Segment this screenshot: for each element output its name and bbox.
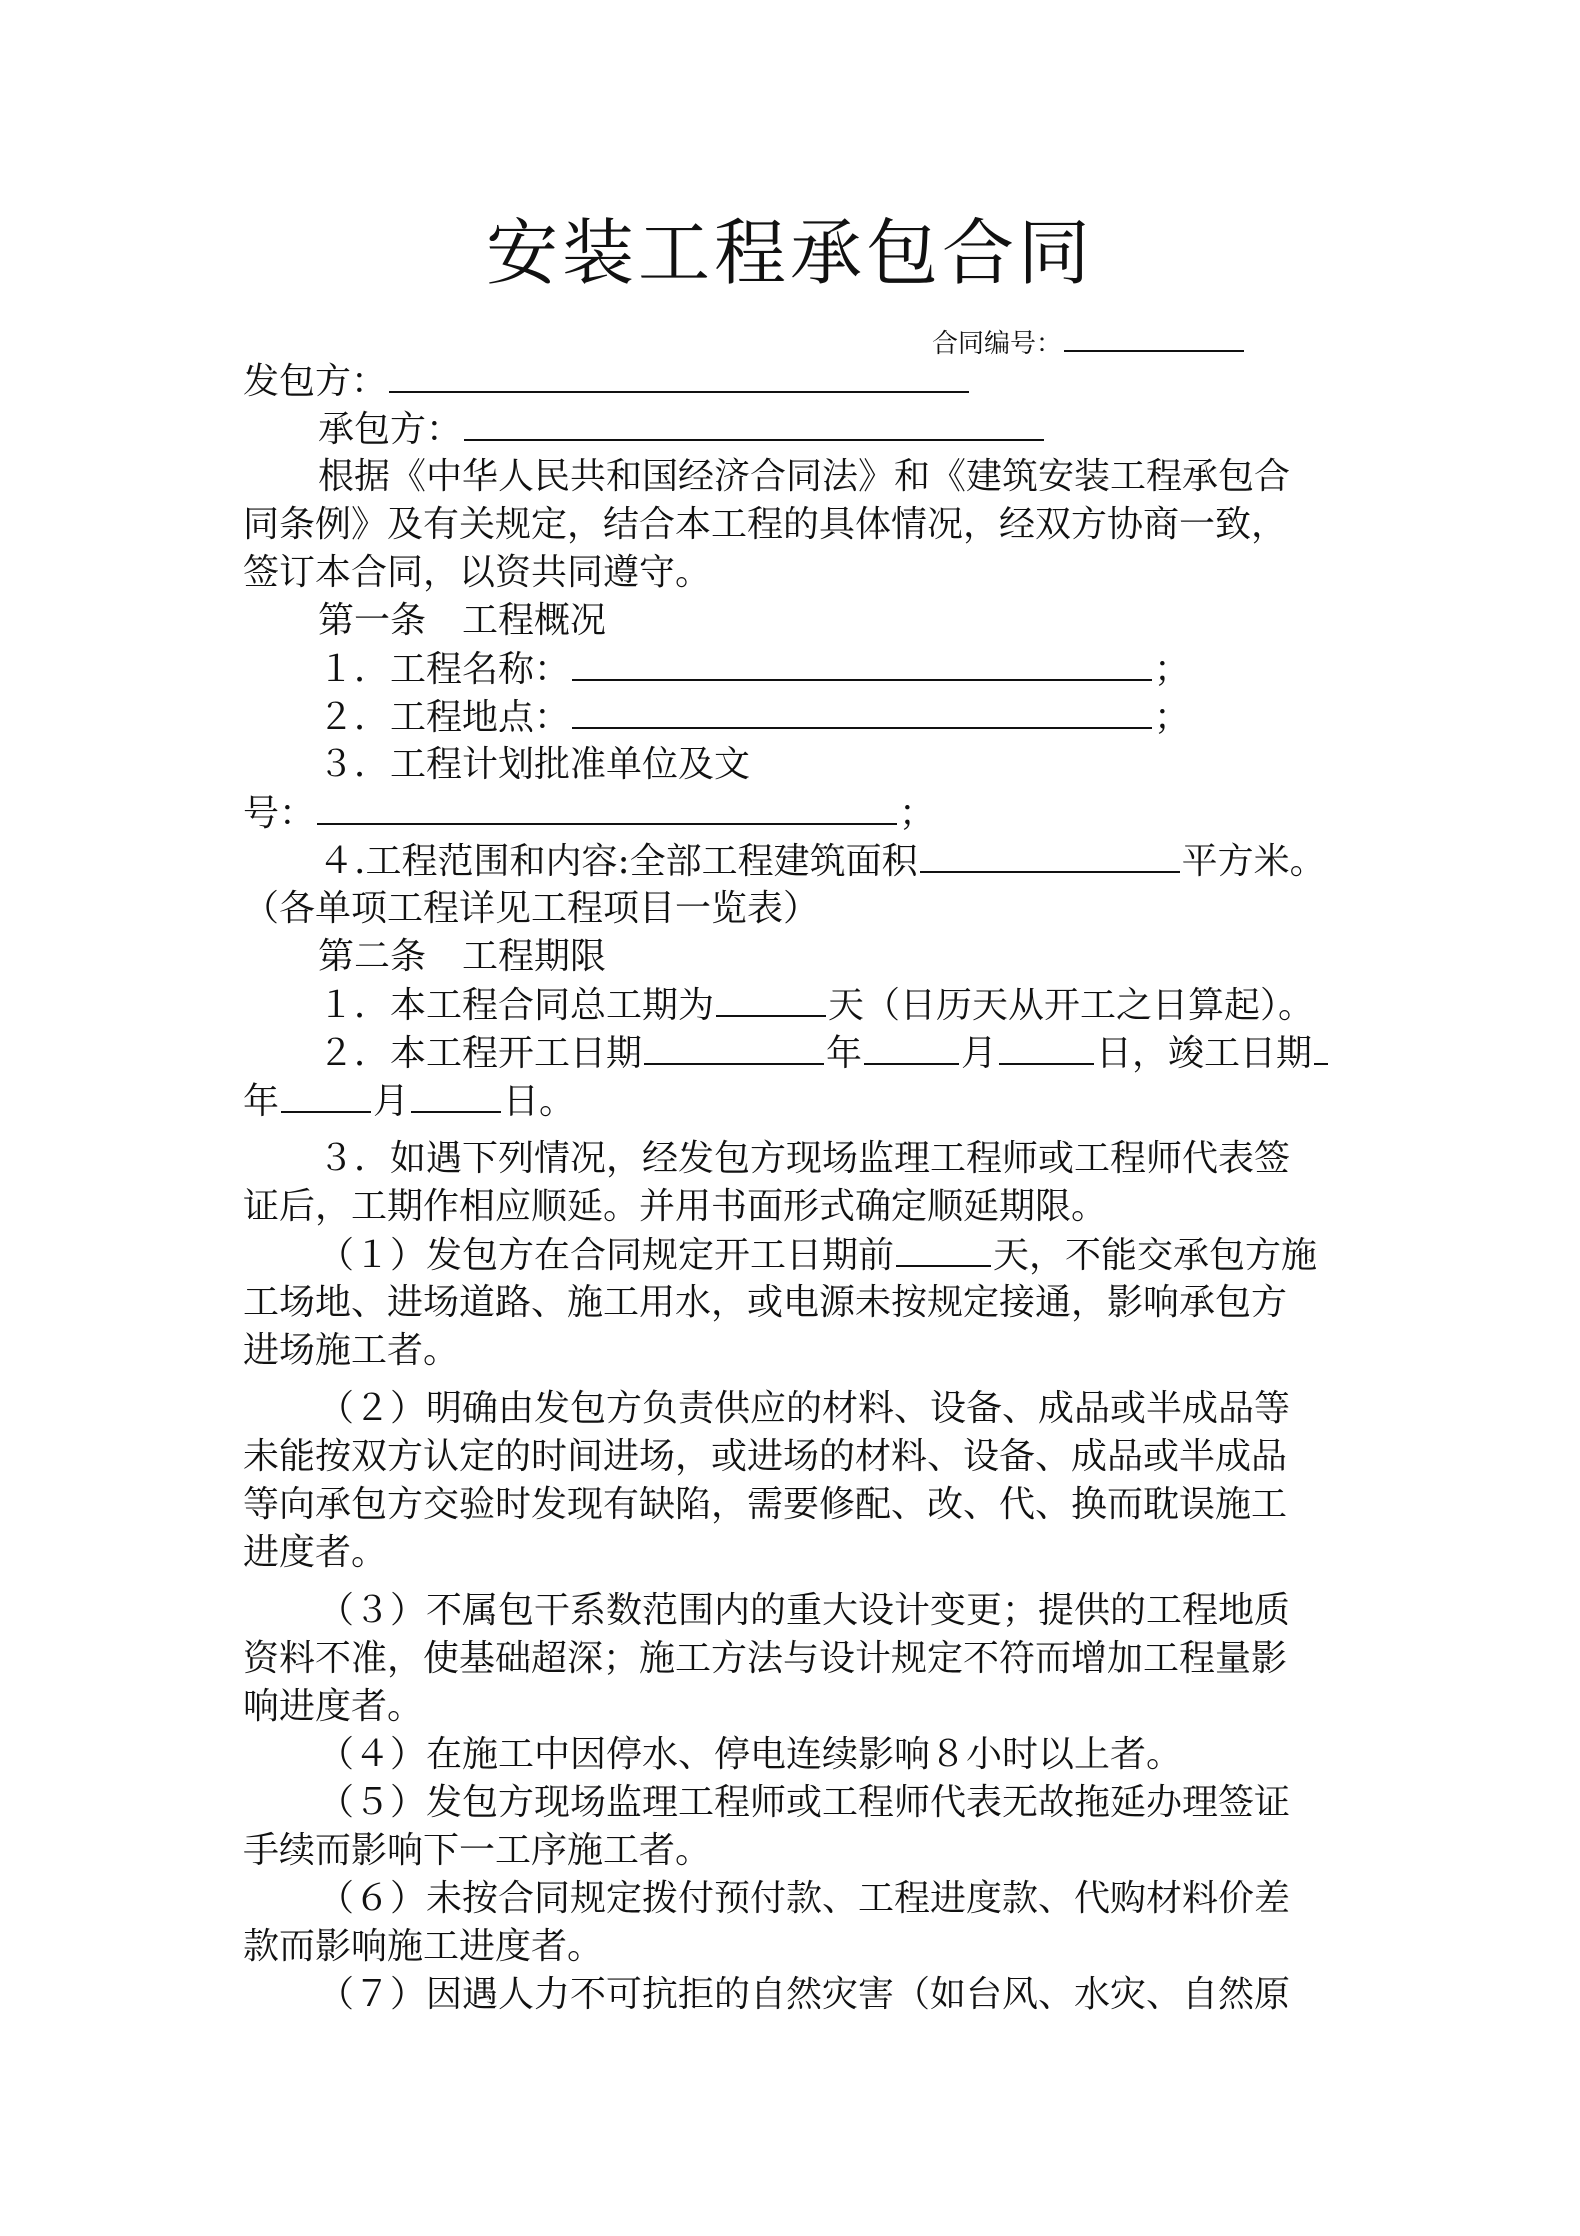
party-a-row xyxy=(243,357,971,406)
day-label: 日。 xyxy=(503,1081,576,1122)
case-1-line-2: 工场地、进场道路、施工用水，或电源未按规定接通，影响承包方 xyxy=(243,1282,1288,1323)
project-location-row xyxy=(318,693,1190,742)
completion-year-blank[interactable] xyxy=(1314,1029,1328,1065)
case-2-line-4: 进度者。 xyxy=(243,1532,388,1573)
semicolon: ； xyxy=(1154,649,1191,690)
start-date-label: ２．本工程开工日期 xyxy=(318,1033,643,1074)
case-5-line-2: 手续而影响下一工序施工者。 xyxy=(243,1830,712,1871)
intro-line-2: 同条例》及有关规定，结合本工程的具体情况，经双方协商一致， xyxy=(243,504,1288,545)
project-name-row xyxy=(318,645,1190,694)
case-7-line-1: （７）因遇人力不可抗拒的自然灾害（如台风、水灾、自然原 xyxy=(318,1974,1291,2015)
total-days-blank[interactable] xyxy=(716,981,826,1017)
approval-unit-label: ３．工程计划批准单位及文 xyxy=(318,744,751,785)
project-name-label: １．工程名称： xyxy=(318,649,571,690)
completion-day-blank[interactable] xyxy=(411,1077,501,1113)
project-location-blank[interactable] xyxy=(572,693,1152,729)
project-name-blank[interactable] xyxy=(572,645,1152,681)
project-location-label: ２．工程地点： xyxy=(318,697,571,738)
case-1-line-3: 进场施工者。 xyxy=(243,1330,460,1371)
party-a-blank[interactable] xyxy=(389,357,969,393)
semicolon: ； xyxy=(899,793,936,834)
month-label: 月 xyxy=(961,1033,998,1074)
approval-number-row xyxy=(243,789,935,838)
intro-line-1: 根据《中华人民共和国经济合同法》和《建筑安装工程承包合 xyxy=(318,456,1291,497)
party-b-row xyxy=(318,405,1046,454)
case-3-line-3: 响进度者。 xyxy=(243,1686,424,1727)
project-scope-label: ４.工程范围和内容:全部工程建筑面积 xyxy=(318,841,918,882)
case-6-line-1: （６）未按合同规定拨付预付款、工程进度款、代购材料价差 xyxy=(318,1878,1291,1919)
case-1-days-blank[interactable] xyxy=(896,1231,991,1267)
document-title: 安装工程承包合同 xyxy=(485,211,1094,295)
start-year-blank[interactable] xyxy=(644,1029,824,1065)
case-1-text-end: 天，不能交承包方施 xyxy=(993,1235,1318,1276)
case-1-row xyxy=(318,1231,1317,1280)
approval-number-blank[interactable] xyxy=(317,789,897,825)
case-2-line-3: 等向承包方交验时发现有缺陷，需要修配、改、代、换而耽误施工 xyxy=(243,1484,1288,1525)
completion-date-row xyxy=(243,1077,575,1126)
contract-number-row xyxy=(932,316,1246,368)
year-label: 年 xyxy=(826,1033,863,1074)
total-duration-label: １．本工程合同总工期为 xyxy=(318,985,715,1026)
extension-intro-line-2: 证后，工期作相应顺延。并用书面形式确定顺延期限。 xyxy=(243,1186,1108,1227)
semicolon: ； xyxy=(1154,697,1191,738)
start-day-blank[interactable] xyxy=(999,1029,1094,1065)
building-area-blank[interactable] xyxy=(920,837,1180,873)
completion-month-blank[interactable] xyxy=(281,1077,371,1113)
approval-number-label: 号： xyxy=(243,793,316,834)
extension-intro-line-1: ３．如遇下列情况，经发包方现场监理工程师或工程师代表签 xyxy=(318,1138,1291,1179)
case-6-line-2: 款而影响施工进度者。 xyxy=(243,1926,604,1967)
project-scope-row xyxy=(318,837,1326,886)
completion-date-label: 日，竣工日期 xyxy=(1096,1033,1313,1074)
start-month-blank[interactable] xyxy=(864,1029,959,1065)
article-1-heading: 第一条 工程概况 xyxy=(318,600,607,641)
case-4-line-1: （４）在施工中因停水、停电连续影响８小时以上者。 xyxy=(318,1734,1183,1775)
party-b-blank[interactable] xyxy=(464,405,1044,441)
case-5-line-1: （５）发包方现场监理工程师或工程师代表无故拖延办理签证 xyxy=(318,1782,1291,1823)
area-unit: 平方米。 xyxy=(1181,841,1326,882)
case-3-line-1: （３）不属包干系数范围内的重大设计变更；提供的工程地质 xyxy=(318,1590,1291,1631)
party-b-label: 承包方： xyxy=(318,409,463,450)
year-label: 年 xyxy=(243,1081,280,1122)
month-label: 月 xyxy=(373,1081,410,1122)
article-2-heading: 第二条 工程期限 xyxy=(318,936,607,977)
total-duration-note: 天（日历天从开工之日算起）。 xyxy=(828,985,1315,1026)
case-2-line-2: 未能按双方认定的时间进场，或进场的材料、设备、成品或半成品 xyxy=(243,1436,1288,1477)
case-2-line-1: （２）明确由发包方负责供应的材料、设备、成品或半成品等 xyxy=(318,1388,1291,1429)
case-3-line-2: 资料不准，使基础超深；施工方法与设计规定不符而增加工程量影 xyxy=(243,1638,1288,1679)
start-date-row xyxy=(318,1029,1330,1078)
party-a-label: 发包方： xyxy=(243,361,388,402)
project-list-note: （各单项工程详见工程项目一览表） xyxy=(243,888,820,929)
total-duration-row xyxy=(318,981,1314,1030)
intro-line-3: 签订本合同，以资共同遵守。 xyxy=(243,552,712,593)
contract-number-blank[interactable] xyxy=(1064,316,1244,352)
contract-number-label: 合同编号： xyxy=(932,329,1063,359)
case-1-text: （１）发包方在合同规定开工日期前 xyxy=(318,1235,895,1276)
